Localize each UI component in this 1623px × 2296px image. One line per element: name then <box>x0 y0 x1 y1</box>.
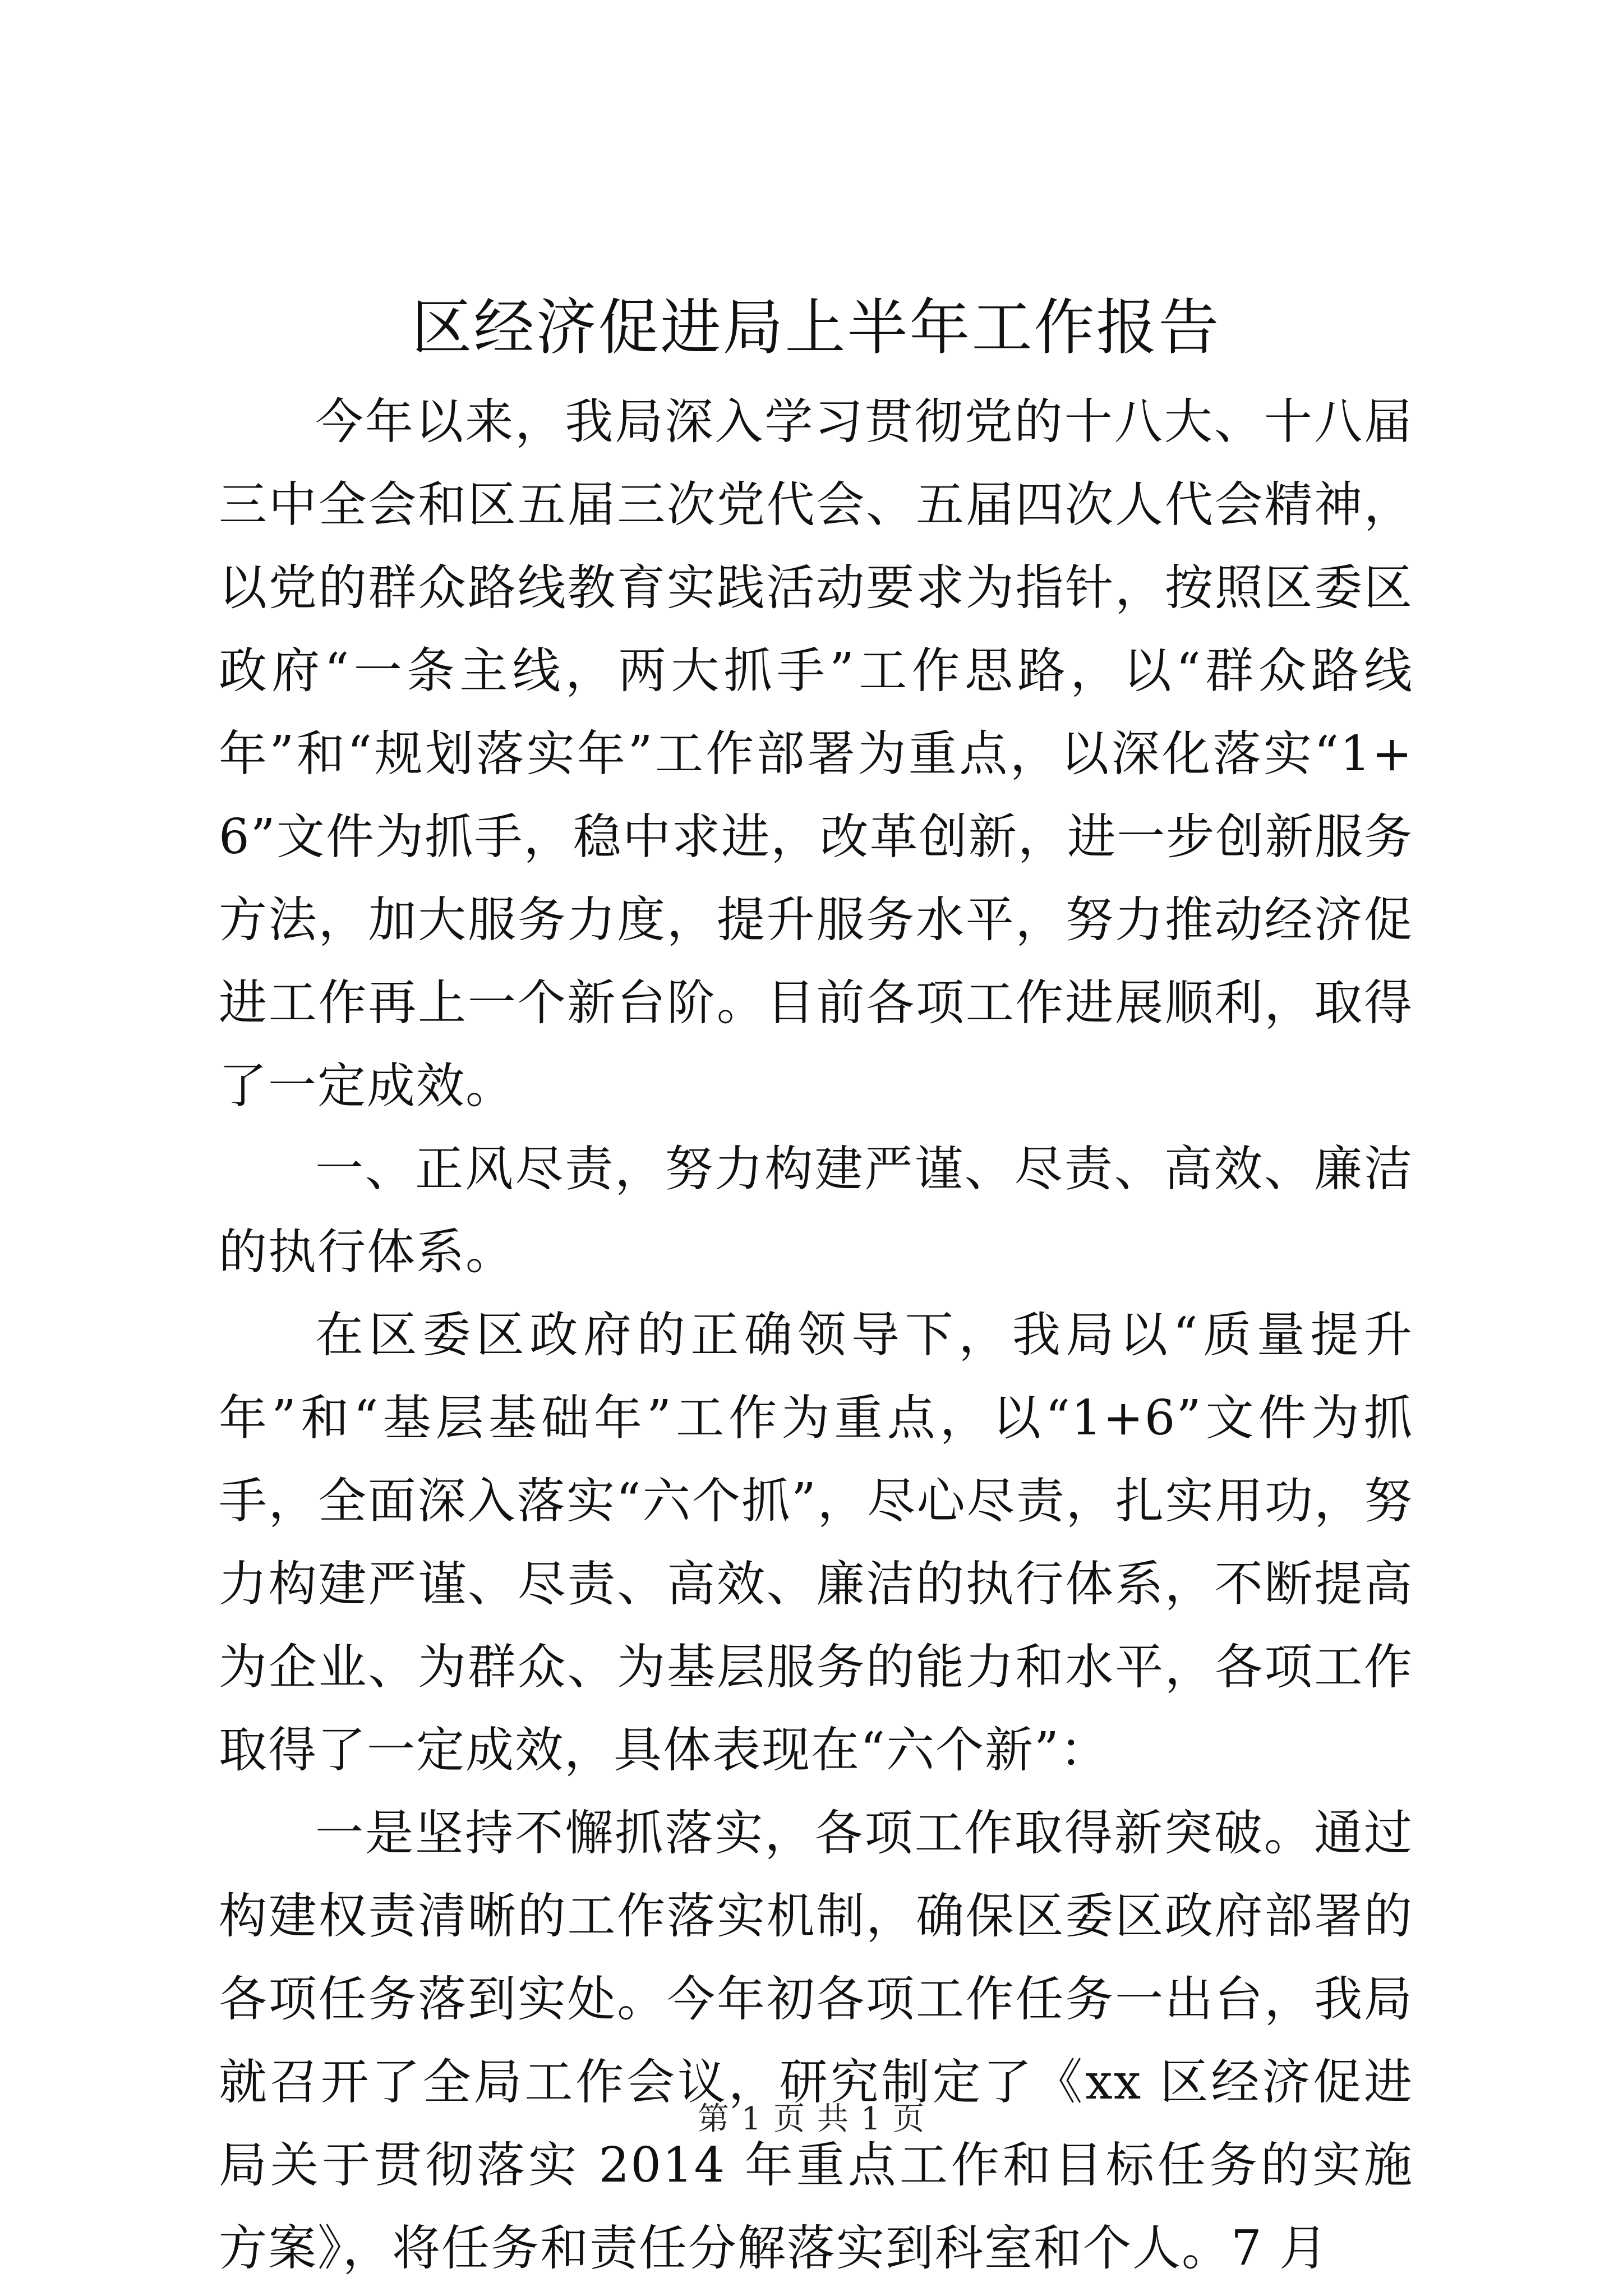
section-one-paragraph: 在区委区政府的正确领导下，我局以“质量提升年”和“基层基础年”工作为重点，以“1+6”文件为抓手，全面深入落实“六个抓”，尽心尽责，扎实用功，努力构建严谨、尽责、高效、廉洁的执行体系，不断提高为企业、为群众、为基层服务的能力和水平，各项工作取得了一定成效，具体表现在“六个新”： <box>219 1307 1413 1778</box>
intro-paragraph: 今年以来，我局深入学习贯彻党的十八大、十八届三中全会和区五届三次党代会、五届四次人代会精神，以党的群众路线教育实践活动要求为指针，按照区委区政府“一条主线，两大抓手”工作思路，以“群众路线年”和“规划落实年”工作部署为重点，以深化落实“1+6”文件为抓手，稳中求进，改革创新，进一步创新服务方法，加大服务力度，提升服务水平，努力推动经济促进工作再上一个新台阶。目前各项工作进展顺利，取得了一定成效。 <box>219 394 1413 1114</box>
section-heading-one: 一、正风尽责，努力构建严谨、尽责、高效、廉洁的执行体系。 <box>219 1141 1413 1280</box>
document-title: 区经济促进局上半年工作报告 <box>411 293 1221 363</box>
page-footer: 第 1 页 共 1 页 <box>697 2101 926 2137</box>
point-one-paragraph: 一是坚持不懈抓落实，各项工作取得新突破。通过构建权责清晰的工作落实机制，确保区委区政府部署的各项任务落到实处。今年初各项工作任务一出台，我局就召开了全局工作会议，研究制定了《xx 区经济促进局关于贯彻落实 2014 年重点工作和目标任务的实施方案》，将任务和责任分解落实到科室和个人。7 月 <box>219 1805 1413 2276</box>
document-body <box>219 286 1413 2290</box>
